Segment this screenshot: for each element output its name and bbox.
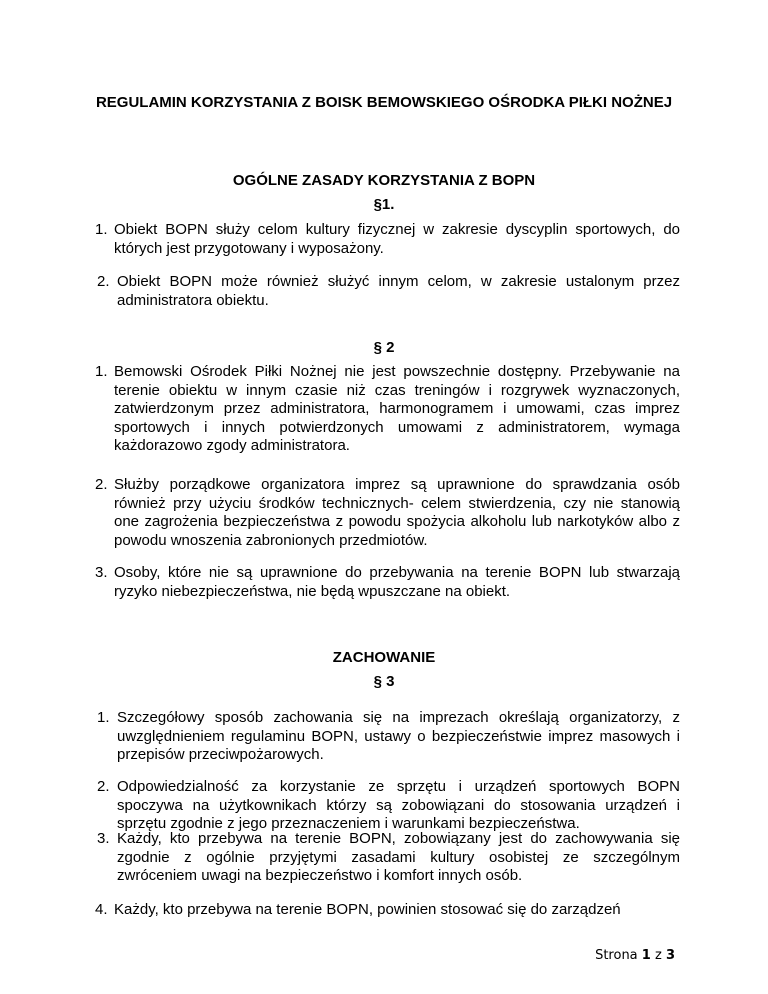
item-number: 1. [95, 221, 108, 238]
item-text: Obiekt BOPN służy celom kultury fizycznej w zakresie dyscyplin sportowych, do których jest przygotowany i wyposażony. [114, 221, 680, 257]
item-text: Odpowiedzialność za korzystanie ze sprzętu i urządzeń sportowych BOPN spoczywa na użytkownikach którzy są zobowiązani do stosowania urządzeń i sprzętu zgodnie z jego przeznaczeniem i warunkami bezpieczeństwa. [117, 778, 680, 832]
list-item [95, 221, 680, 258]
paragraph-3-mark: § 3 [373, 673, 395, 690]
list-item [95, 476, 680, 550]
item-number: 2. [97, 273, 110, 290]
item-text: Szczegółowy sposób zachowania się na imprezach określają organizatorzy, z uwzględnieniem regulaminu BOPN, ustawy o bezpieczeństwie imprez masowych i przepisów przeciwpożarowych. [117, 709, 680, 763]
item-text: Każdy, kto przebywa na terenie BOPN, powinien stosować się do zarządzeń [114, 901, 621, 918]
list-item [97, 778, 680, 834]
section-heading-general-rules: OGÓLNE ZASADY KORZYSTANIA Z BOPN [232, 172, 536, 189]
item-number: 2. [97, 778, 110, 795]
list-item [97, 830, 680, 886]
footer-prefix: Strona [595, 948, 638, 963]
section-heading-behaviour: ZACHOWANIE [332, 649, 436, 666]
item-text: Obiekt BOPN może również służyć innym celom, w zakresie ustalonym przez administratora obiektu. [117, 273, 680, 309]
item-text: Służby porządkowe organizatora imprez są uprawnione do sprawdzania osób również przy użyciu środków technicznych- celem stwierdzenia, czy nie stanowią one zagrożenia bezpieczeństwa z powodu spożycia alkoholu lub narkotyków albo z powodu wnoszenia zabronionych przedmiotów. [114, 476, 680, 549]
paragraph-1-mark: §1. [373, 196, 395, 213]
item-text: Bemowski Ośrodek Piłki Nożnej nie jest powszechnie dostępny. Przebywanie na terenie obiektu w innym czasie niż czas treningów i rozgrywek wyznaczonych, zatwierdzonym przez administratora, harmonogramem i umowami, czas imprez sportowych i innych potwierdzonych umowami z administratorem, wymaga każdorazowo zgody administratora. [114, 363, 680, 454]
item-number: 4. [95, 901, 108, 918]
paragraph-2-mark: § 2 [373, 339, 395, 356]
list-item [97, 709, 680, 765]
item-number: 1. [97, 709, 110, 726]
page-footer [595, 948, 675, 963]
list-item [95, 363, 680, 456]
item-number: 3. [95, 564, 108, 581]
footer-total-pages: 3 [665, 948, 675, 963]
item-text: Osoby, które nie są uprawnione do przebywania na terenie BOPN lub stwarzają ryzyko niebezpieczeństwa, nie będą wpuszczane na obiekt. [114, 564, 680, 600]
item-text: Każdy, kto przebywa na terenie BOPN, zobowiązany jest do zachowywania się zgodnie z ogólnie przyjętymi zasadami kultury osobistej ze szczególnym zwróceniem uwagi na bezpieczeństwo i komfort innych osób. [117, 830, 680, 884]
item-number: 2. [95, 476, 108, 493]
list-item [95, 901, 680, 920]
document-title: REGULAMIN KORZYSTANIA Z BOISK BEMOWSKIEGO OŚRODKA PIŁKI NOŻNEJ [95, 94, 673, 111]
item-number: 3. [97, 830, 110, 847]
footer-separator: z [654, 948, 662, 963]
list-item [97, 273, 680, 310]
item-number: 1. [95, 363, 108, 380]
footer-page-number: 1 [641, 948, 651, 963]
list-item [95, 564, 680, 601]
